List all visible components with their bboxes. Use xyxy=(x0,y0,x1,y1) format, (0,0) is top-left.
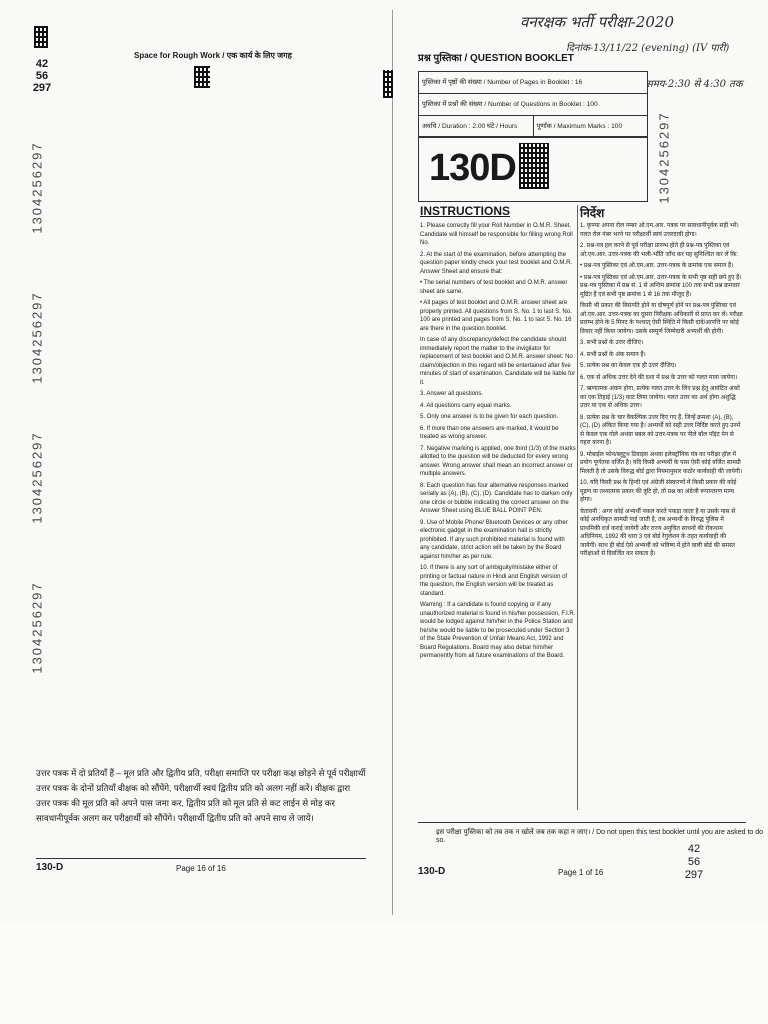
instruction-item: • The serial numbers of test booklet and O.M.R. answer sheet are same. xyxy=(420,280,568,295)
instruction-item: किसी भी प्रकार की विसंगति होने या दोषपूर्ण होने पर प्रश्न-पत्र पुस्तिका एवं ओ.एम.आर. उत्तर-पत्रक का दूसरा निरीक्षक अधिकारी से प्राप्त कर लें। परीक्षा प्रारम्भ होने के 5 मिनट के पश्चात् ऐसी स्थिति में किसी दावे/आपत्ति पर कोई विचार नहीं किया जायेगा। उसके सम्पूर्ण जिम्मेदारी अभ्यर्थी की होगी। xyxy=(580,303,743,335)
warning-text: चेतावनी : अगर कोई अभ्यर्थी नकल करते पकड़ा जाता है या उसके पास से कोई अनधिकृत सामग्री पाई जाती है, तब अभ्यर्थी के विरुद्ध पुलिस में प्राथमिकी दर्ज कराई जायेगी और राज्य अनुचित साधनों की रोकथाम अधिनियम, 1992 की धारा 3 एवं बोर्ड रेगुलेशन के तहत कार्यवाही की जायेगी। साथ ही बोर्ड ऐसे अभ्यर्थी को भविष्य में होने वाली बोर्ड की समस्त परीक्षाओं से विवर्जित कर सकता है। xyxy=(580,508,736,557)
instruction-item: 2. प्रश्न-पत्र हल करने से पूर्व परीक्षा प्रारम्भ होते ही प्रश्न-पत्र पुस्तिका एवं ओ.एम.आर. उत्तर-पत्रक की भली-भाँति जाँच कर यह सुनिश्चित कर लें कि: xyxy=(580,243,739,258)
instruction-item: 4. सभी प्रश्नों के अंक समान हैं। xyxy=(580,351,646,358)
instruction-item: 8. Each question has four alternative responses marked serially as (A), (B), (C), (D). Candidate has to darken only one circle or bubble indicating the correct answer on the Answer Sheet using BLUE BALL POINT PEN. xyxy=(420,482,573,514)
warning-text: Warning : If a candidate is found copying or if any unauthorized material is found in his/her possession, F.I.R. would be lodged against him/her in the Police Station and he/she would be liable to be prosecuted under Section 3 of the State Prevention of Unfair Means Act, 1992 and Board Regulations. Board may also debar him/her permanently from all future examinations of the Board. xyxy=(420,602,576,659)
instruction-item: 10. यदि किसी प्रश्न के हिन्दी एवं अंग्रेजी संस्करणों में किसी प्रकार की कोई मुद्रण या तथ्यात्मक प्रकार की त्रुटि हो, तो प्रश्न का अंग्रेजी रूपान्तरण मान्य होगा। xyxy=(580,480,737,503)
instruction-item: 6. If more than one answers are marked, it would be treated as wrong answer. xyxy=(420,425,559,440)
instruction-item: 3. Answer all questions. xyxy=(420,391,484,397)
booklet-title: प्रश्न पुस्तिका / QUESTION BOOKLET xyxy=(418,53,574,64)
vertical-serial: 1304256297 xyxy=(656,111,672,204)
duration-marks-row xyxy=(419,116,647,137)
max-marks: पूर्णांक / Maximum Marks : 100 xyxy=(536,123,623,130)
footer-page: Page 16 of 16 xyxy=(176,864,226,873)
nirdesh-heading: निर्देश xyxy=(580,206,605,220)
instruction-item: 2. At the start of the examination, before attempting the question paper kindly check your test booklet and O.M.R. Answer Sheet and ensure that: xyxy=(420,251,573,275)
booklet-code: 130D xyxy=(429,147,516,189)
instruction-item: 3. सभी प्रश्नों के उत्तर दीजिए। xyxy=(580,340,644,346)
instruction-item: In case of any discrepancy/defect the candidate should immediately report the matter to the invigilator for replacement of test booklet and O.M.R. answer sheet. No claim/objection in this regard will be entertained after five minutes of start of examination. Candidate will be liable for it. xyxy=(420,337,576,386)
instruction-item: 7. Negative marking is applied, one third (1/3) of the marks allotted to the question will be deducted for every wrong answer. Wrong answer shall mean an incorrect answer or multiple answers. xyxy=(420,445,576,477)
instruction-item: 6. एक से अधिक उत्तर देने की दशा में प्रश्न के उत्तर को गलत माना जायेगा। xyxy=(580,374,738,381)
booklet-code-box xyxy=(418,136,648,202)
divider xyxy=(418,822,746,823)
vertical-serial: 1304256297 xyxy=(29,141,45,234)
instruction-item: 9. मोबाईल फोन/ब्लूटूथ डिवाइस अथवा इलेक्ट्रॉनिक यंत्र का परीक्षा हॉल में प्रयोग पूर्णतया वर्जित है। यदि किसी अभ्यर्थी के पास ऐसी कोई वर्जित सामग्री मिलती है तो उसके विरुद्ध बोर्ड द्वारा नियमानुसार कठोर कार्यवाही की जायेगी। xyxy=(580,451,743,475)
instructions-heading: INSTRUCTIONS xyxy=(420,204,510,218)
instruction-item: 5. प्रत्येक प्रश्न का केवल एक ही उत्तर दीजिए। xyxy=(580,363,677,369)
vertical-serial: 1304256297 xyxy=(29,291,45,384)
code-number: 297 xyxy=(32,82,52,94)
left-code-block xyxy=(30,58,54,94)
booklet-info-table xyxy=(418,71,648,138)
questions-row: पुस्तिका में प्रश्नों की संख्या / Number of Questions in Booklet : 100 xyxy=(419,94,647,116)
barcode-icon xyxy=(34,26,48,48)
handwritten-title: वनरक्षक भर्ती परीक्षा-2020 xyxy=(520,13,675,31)
instruction-item: 10. If there is any sort of ambiguity/mistake either of printing or factual nature in Hindi and English version of the question, the English version will be treated as standard. xyxy=(420,565,568,597)
instruction-item: 4. All questions carry equal marks. xyxy=(420,402,512,409)
handwritten-date: दिनांक-13/11/22 (evening) (IV पारी) xyxy=(566,43,730,54)
instruction-item: 9. Use of Mobile Phone/ Bluetooth Devices or any other electronic gadget in the examination hall is strictly prohibited. If any such prohibited material is found with any candidate, strict action will be taken by the Board against him/her as per rule. xyxy=(420,519,568,560)
instructions-hindi xyxy=(580,222,744,562)
code-number: 297 xyxy=(684,869,704,881)
code-number: 56 xyxy=(35,70,49,82)
handwritten-time: समय-2:30 से 4:30 तक xyxy=(646,79,743,90)
do-not-open-note: इस परीक्षा पुस्तिका को तब तक न खोलें जब तक कहा न जाए। / Do not open this test booklet until you are asked to do so. xyxy=(436,829,764,844)
footer-code: 130-D xyxy=(418,866,446,877)
qr-code-icon xyxy=(194,66,210,88)
footer-page: Page 1 of 16 xyxy=(558,868,604,877)
vertical-serial: 1304256297 xyxy=(29,581,45,674)
right-code-block xyxy=(682,843,706,882)
instruction-item: • All pages of test booklet and O.M.R. answer sheet are properly printed. All questions from S. No. 1 to last S. No. 100 are printed and pages from S. No. 1 to last S. No. 16 are there in the question booklet. xyxy=(420,300,572,332)
instruction-item: 8. प्रत्येक प्रश्न के चार वैकल्पिक उत्तर दिए गए हैं, जिन्हें क्रमशः (A), (B), (C), (D) अंकित किया गया है। अभ्यर्थी को सही उत्तर निर्दिष्ट करते हुए उनमें से केवल एक गोले अथवा बबल को उत्तर-पत्रक पर नीले बॉल पॉइंट पेन से गहरा करना है। xyxy=(580,414,741,446)
instruction-item: 1. कृपया अपना रोल नम्बर ओ.एम.आर. पत्रक पर सावधानीपूर्वक सही भरें। गलत रोल नंबर भरने पर परीक्षार्थी स्वयं उत्तरदायी होगा। xyxy=(580,223,739,238)
qr-code-icon xyxy=(519,143,549,189)
rough-work-label: Space for Rough Work / एक कार्य के लिए जगह xyxy=(134,51,292,60)
instruction-item: • प्रश्न-पत्र पुस्तिका एवं ओ.एम.आर. उत्तर-पत्रक के सभी पृष्ठ सही छपे हुए हैं। प्रश्न-पत्र पुस्तिका में प्रश्न सं. 1 से अन्तिम क्रमांक 100 तक सभी प्रश्न क्रमवार मुद्रित हैं एवं सभी पृष्ठ क्रमांक 1 से 16 तक मौजूद हैं। xyxy=(580,274,742,298)
duration: अवधि / Duration : 2.00 घंटे / Hours xyxy=(419,116,534,137)
instruction-item: 5. Only one answer is to be given for each question. xyxy=(420,414,559,420)
vertical-serial: 1304256297 xyxy=(29,431,45,524)
instructions-english xyxy=(420,222,576,664)
instruction-item: 1. Please correctly fill your Roll Number in O.M.R. Sheet. Candidate will himself be responsible for filling wrong Roll No. xyxy=(420,223,573,246)
barcode-icon xyxy=(383,70,393,98)
code-number: 42 xyxy=(687,843,701,855)
page-fold xyxy=(392,10,393,915)
answer-sheet-note: उत्तर पत्रक में दो प्रतियाँ हैं – मूल प्रति और द्वितीय प्रति, परीक्षा समाप्ति पर परीक्षा कक्ष छोड़ने से पूर्व परीक्षार्थी उत्तर पत्रक के दोनों प्रतियाँ वीक्षक को सौंपेंगे, परीक्षार्थी स्वयं द्वितीय प्रति को अलग नहीं करें। वीक्षक द्वारा उत्तर पत्रक की मूल प्रति को अपने पास जमा कर, द्वितीय प्रति को मूल प्रति से कट लाईन से मोड़ कर सावधानीपूर्वक अलग कर परीक्षार्थी को सौंपेंगे। परीक्षार्थी द्वितीय प्रति को अपने साथ ले जायें। xyxy=(36,768,366,823)
divider xyxy=(36,858,366,859)
instruction-item: 7. ऋणात्मक अंकन होगा, प्रत्येक गलत उत्तर के लिए प्रश्न हेतु आवंटित अंकों का एक तिहाई (1/3) काट लिया जायेगा। गलत उत्तर का अर्थ होगा अशुद्धि उत्तर या एक से अधिक उत्तर। xyxy=(580,386,740,409)
code-number: 56 xyxy=(687,856,701,868)
instruction-item: • प्रश्न-पत्र पुस्तिका एवं ओ.एम.आर. उत्तर-पत्रक के क्रमांक एक समान हैं। xyxy=(580,263,734,269)
column-divider xyxy=(577,205,578,810)
footer-code: 130-D xyxy=(36,862,64,873)
blank-margin xyxy=(0,925,768,1024)
pages-row: पुस्तिका में पृष्ठों की संख्या / Number of Pages in Booklet : 16 xyxy=(419,72,647,94)
code-number: 42 xyxy=(35,58,49,70)
